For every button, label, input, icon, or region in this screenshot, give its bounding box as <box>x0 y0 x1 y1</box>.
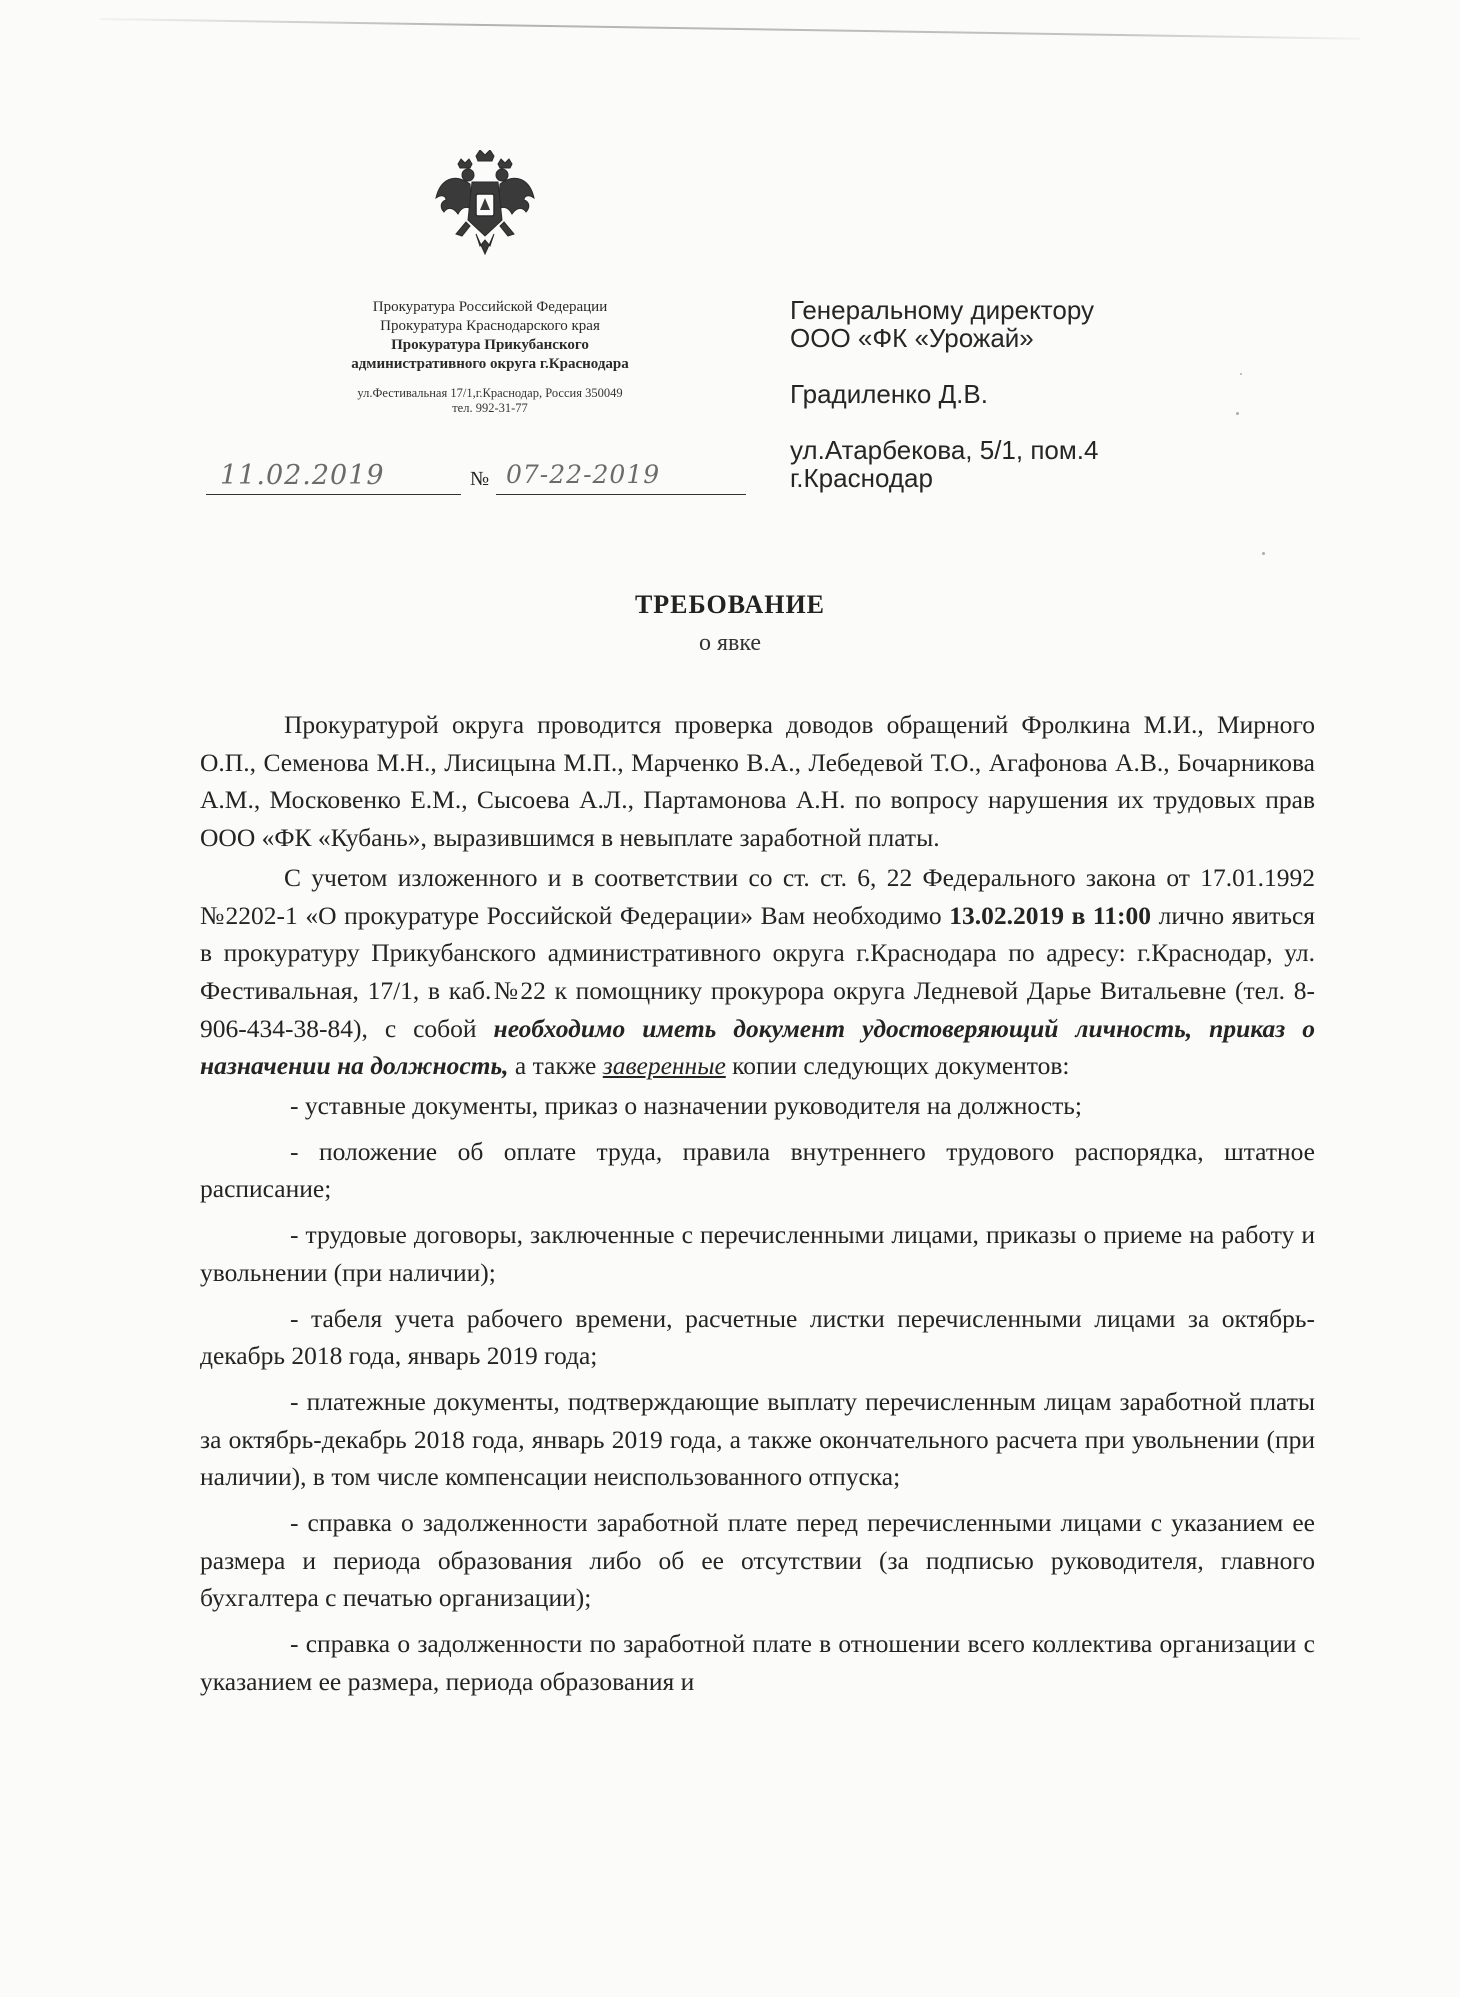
list-item: - положение об оплате труда, правила внутреннего трудового распорядка, штатное расписание; <box>200 1136 1315 1204</box>
scan-speck <box>1262 552 1265 555</box>
list-item: - табеля учета рабочего времени, расчетные листки перечисленными лицами за октябрь-декабрь 2018 года, январь 2019 года; <box>200 1303 1315 1371</box>
text-fragment: С учетом изложенного и в соответствии со ст. ст. 6, 22 Федерального закона от 17.01.1992 №2202-1 «О прокуратуре Российской Федерации» Вам необходимо <box>200 862 1315 930</box>
document-title: ТРЕБОВАНИЕ <box>634 590 826 619</box>
document-body <box>200 706 1315 1709</box>
coat-of-arms-emblem <box>432 150 538 260</box>
handwritten-date: 11.02.2019 <box>220 460 385 491</box>
list-item: - платежные документы, подтверждающие выплату перечисленным лицам заработной платы за октябрь-декабрь 2018 года, январь 2019 года, а также окончательного расчета при увольнении (при наличии), в том числе компенсации неиспользованного отпуска; <box>200 1386 1315 1492</box>
sender-address: ул.Фестивальная 17/1,г.Краснодар, Россия 350049 <box>357 386 623 400</box>
sender-phone: тел. 992-31-77 <box>452 401 528 415</box>
body-paragraph: Прокуратурой округа проводится проверка доводов обращений Фролкина М.И., Мирного О.П., Семенова М.Н., Лисицына М.П., Марченко В.А., Лебедевой Т.О., Агафонова А.В., Бочарникова А.М., Московенко Е.М., Сысоева А.Л., Партамонова А.Н. по вопросу нарушения их трудовых прав ООО «ФК «Кубань», выразившимся в невыплате заработной платы. <box>200 710 1315 853</box>
appointment-datetime: 13.02.2019 в 11:00 <box>949 900 1152 930</box>
sender-line: административного округа г.Краснодара <box>351 356 629 372</box>
addressee-block <box>790 296 1250 492</box>
sender-line: Прокуратура Российской Федерации <box>372 299 608 315</box>
emphasized-requirement: необходимо иметь документ удостоверяющий личность, приказ о назначении на должность, <box>200 1013 1315 1081</box>
addressee-line: Генеральному директору <box>790 295 1094 325</box>
document-subtitle: о явке <box>698 630 762 656</box>
number-underline <box>496 494 746 495</box>
addressee-address: ул.Атарбекова, 5/1, пом.4 <box>790 435 1099 465</box>
scan-artifact-line <box>100 18 1360 40</box>
list-item: - справка о задолженности заработной плате перед перечисленными лицами с указанием ее размера и периода образования либо об ее отсутствии (за подписью руководителя, главного бухгалтера с печатью организации); <box>200 1508 1315 1613</box>
text-fragment: копии следующих документов: <box>732 1051 1070 1081</box>
text-fragment: а также <box>514 1051 597 1081</box>
number-sign: № <box>470 468 490 490</box>
date-underline <box>206 494 461 495</box>
sender-block <box>280 298 700 416</box>
addressee-name: Градиленко Д.В. <box>790 379 988 409</box>
list-item: - справка о задолженности по заработной плате в отношении всего коллектива организации с указанием ее размера, периода образования и <box>200 1629 1315 1696</box>
registration-line <box>206 460 746 500</box>
underlined-word: заверенные <box>602 1051 726 1081</box>
sender-line: Прокуратура Прикубанского <box>391 337 589 353</box>
list-item: - уставные документы, приказ о назначении руководителя на должность; <box>290 1091 1082 1121</box>
sender-line: Прокуратура Краснодарского края <box>380 318 600 334</box>
addressee-line: ООО «ФК «Урожай» <box>790 323 1034 353</box>
text-fragment: лично явиться в прокуратуру Прикубанского административного округа г.Краснодара по адресу: г.Краснодар, ул. Фестивальная, 17/1, в каб.№22 к помощнику прокурора округа Ледневой Дарье Витальевне (тел. 8-906-434-38-84), с собой <box>200 900 1315 1043</box>
addressee-city: г.Краснодар <box>790 463 933 493</box>
body-paragraph <box>200 859 1315 1085</box>
list-item: - трудовые договоры, заключенные с перечисленными лицами, приказы о приеме на работу и увольнении (при наличии); <box>200 1220 1315 1287</box>
handwritten-number: 07-22-2019 <box>506 460 661 489</box>
